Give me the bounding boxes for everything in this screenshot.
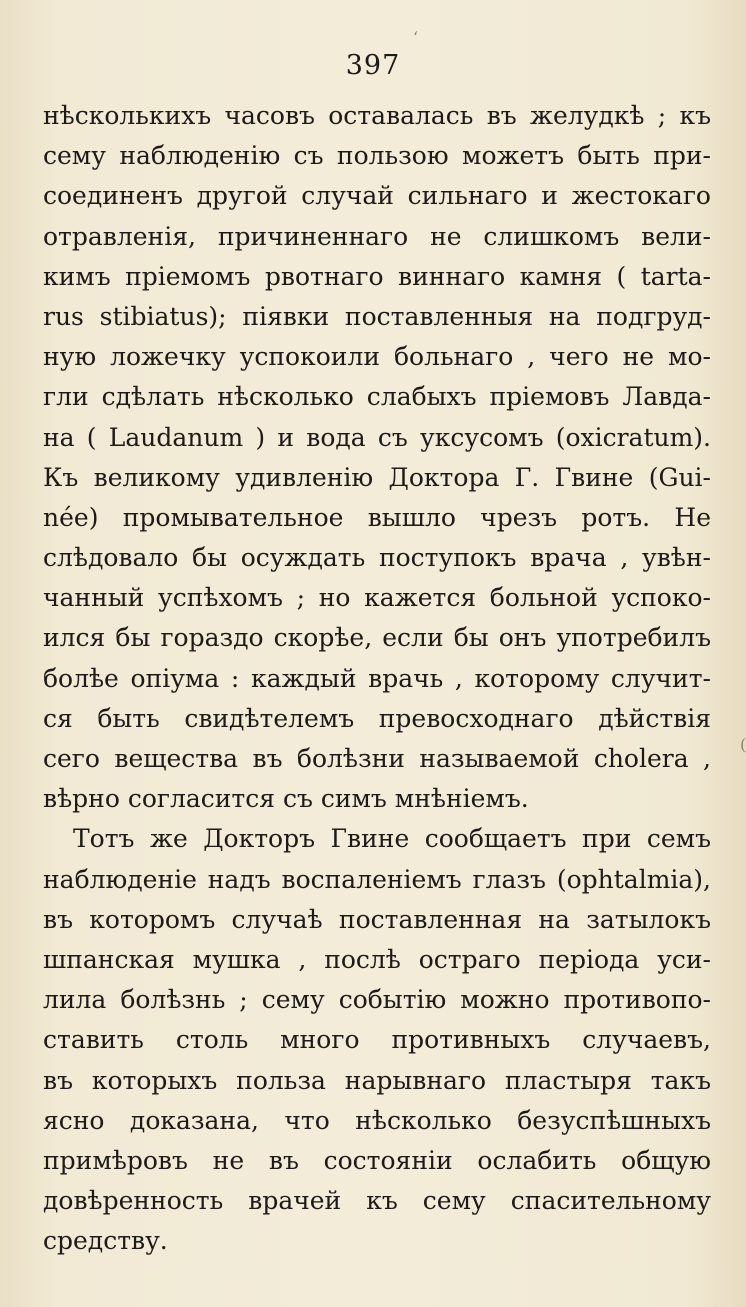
text-line: Къ великому удивленію Доктора Г. Гвине (Gui- — [43, 462, 711, 492]
text-line: слѣдовало бы осуждать поступокъ врача , увѣн- — [43, 543, 711, 573]
text-line: ясно доказана, что нѣсколько безуспѣшныхъ — [43, 1105, 711, 1135]
text-line: сему наблюденію съ пользою можетъ быть при- — [43, 141, 711, 171]
text-line: довѣренность врачей къ сему спасительному — [43, 1186, 711, 1216]
text-line: средству. — [43, 1226, 168, 1256]
text-line: ную ложечку успокоили больнаго , чего не мо- — [43, 342, 711, 372]
text-line: чанный успѣхомъ ; но кажется больной успоко- — [43, 583, 711, 613]
text-line: кимъ пріемомъ рвотнаго виннаго камня ( tarta- — [43, 261, 711, 291]
text-line: ся быть свидѣтелемъ превосходнаго дѣйствія — [43, 703, 711, 733]
text-line: въ которомъ случаѣ поставленная на затылокъ — [43, 904, 711, 934]
text-line: соединенъ другой случай сильнаго и жестокаго — [43, 181, 711, 211]
text-line: ился бы гораздо скорѣе, если бы онъ употребилъ — [43, 623, 711, 653]
body-text — [43, 96, 711, 1261]
text-line: примѣровъ не въ состояніи ослабить общую — [43, 1145, 711, 1175]
text-line: шпанская мушка , послѣ остраго періода уси- — [43, 944, 711, 974]
paragraph-2 — [43, 819, 711, 1261]
print-speck: ‘ — [413, 28, 419, 47]
text-line: лила болѣзнь ; сему событію можно противопо- — [43, 985, 711, 1015]
text-line: ставить столь много противныхъ случаевъ, — [43, 1025, 711, 1055]
text-line: rus stibiatus); піявки поставленныя на подгруд- — [43, 301, 711, 331]
text-line: гли сдѣлать нѣсколько слабыхъ пріемовъ Лавда- — [43, 382, 711, 412]
text-line: вѣрно согласится съ симъ мнѣніемъ. — [43, 784, 529, 814]
text-line: нѣсколькихъ часовъ оставалась въ желудкѣ ; къ — [43, 101, 711, 130]
text-line: отравленія, причиненнаго не слишкомъ вели- — [43, 221, 711, 251]
text-line: въ которыхъ польза нарывнаго пластыря такъ — [43, 1065, 711, 1095]
text-line: на ( Laudanum ) и вода съ уксусомъ (oxicratum). — [43, 422, 711, 452]
text-line: наблюденіе надъ воспаленіемъ глазъ (ophtalmia), — [43, 864, 711, 894]
paragraph-1 — [43, 96, 711, 819]
text-line: сего вещества въ болѣзни называемой cholera , — [43, 744, 711, 773]
margin-mark: ( — [740, 735, 746, 754]
text-line: née) промывательное вышло чрезъ ротъ. Не — [43, 502, 711, 532]
text-line: Тотъ же Докторъ Гвине сообщаетъ при семъ — [73, 824, 711, 854]
text-line: болѣе опіума : каждый врачь , которому случит- — [43, 663, 711, 693]
page-number: 397 — [345, 50, 401, 81]
